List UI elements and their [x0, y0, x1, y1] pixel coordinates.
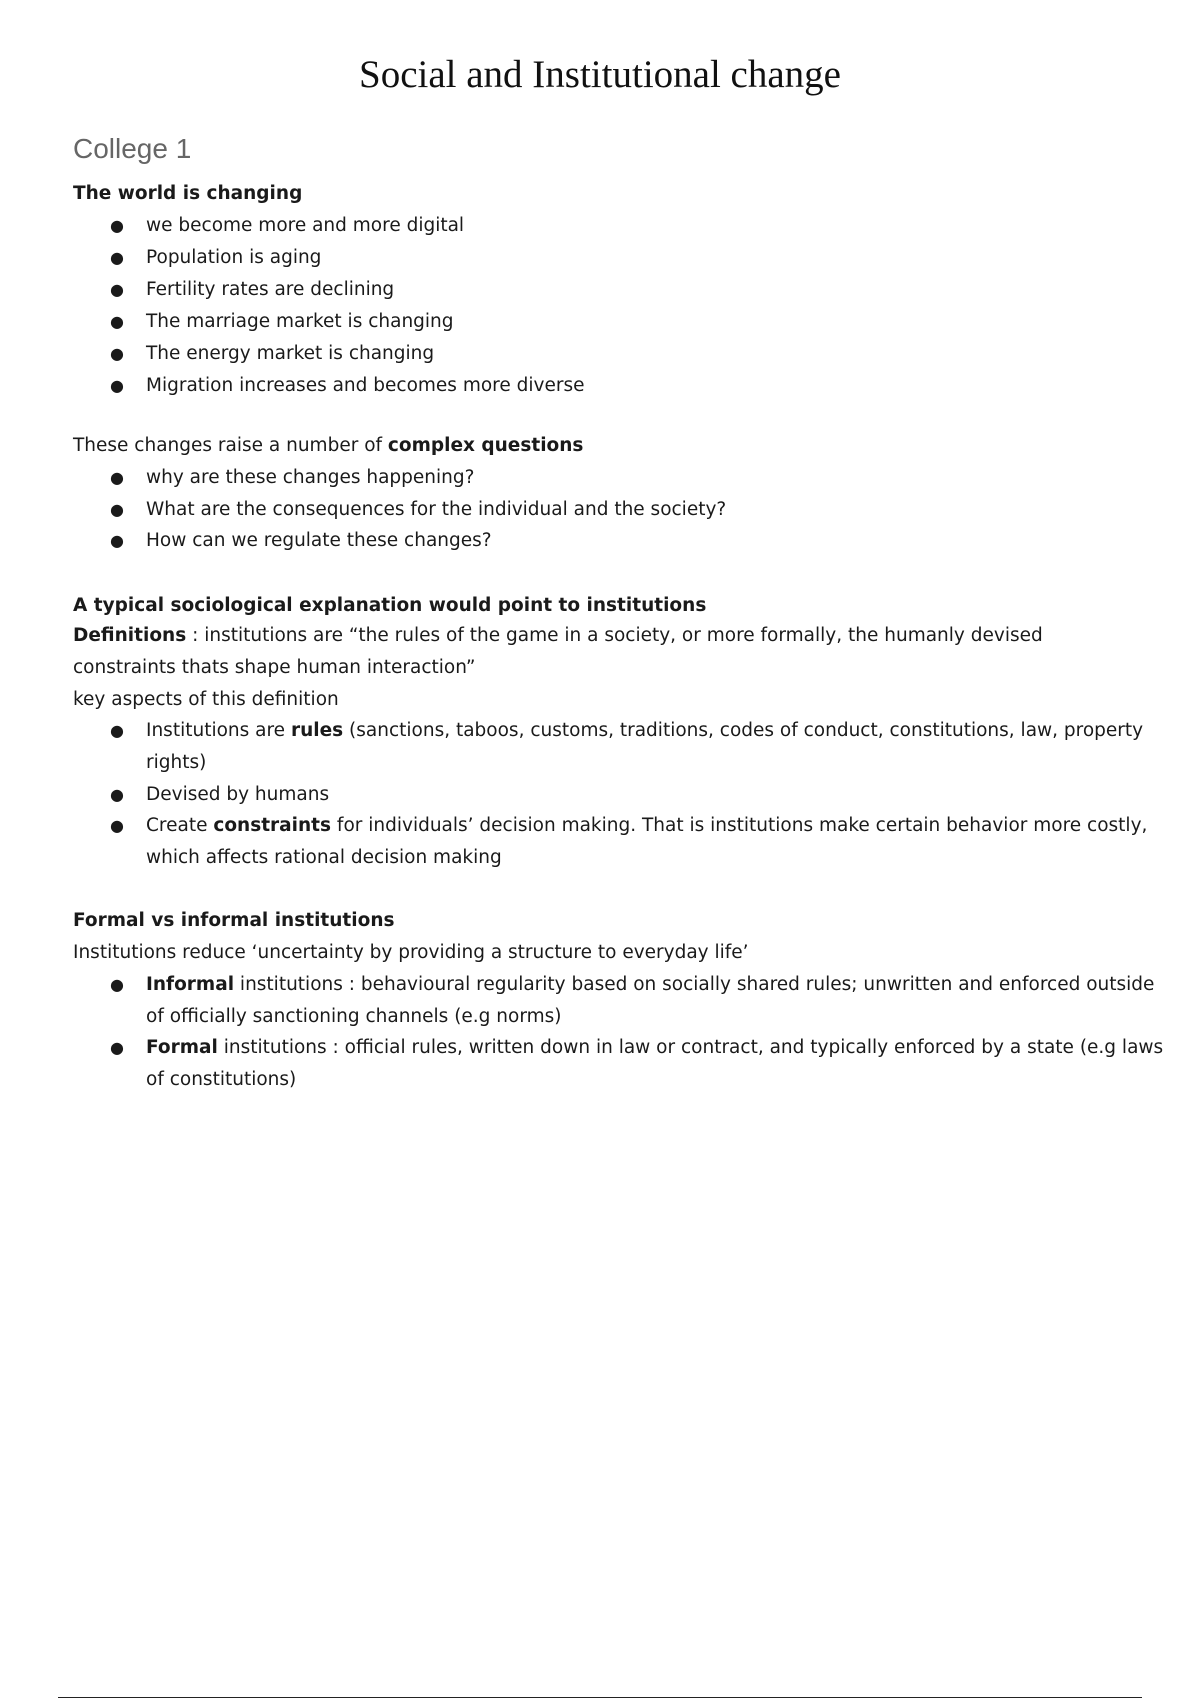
bullet-icon: ● — [110, 816, 124, 835]
list-item — [110, 779, 330, 811]
list-item — [110, 525, 492, 557]
bullet-icon: ● — [110, 216, 124, 235]
bullet-icon: ● — [110, 312, 124, 331]
document-title: Social and Institutional change — [359, 53, 841, 96]
bullet-icon: ● — [110, 500, 124, 519]
list-item-continuation: rights) — [146, 752, 207, 773]
paragraph-uncertainty: Institutions reduce ‘uncertainty by providing a structure to everyday life’ — [73, 942, 749, 963]
list-item-text: for individuals’ decision making. That is institutions make certain behavior more costly, — [331, 815, 1148, 836]
bold-text: constraints — [213, 815, 332, 836]
list-item-text: institutions : behavioural regularity based on socially shared rules; unwritten and enforced outside — [234, 974, 1155, 995]
list-item-text: What are the consequences for the individual and the society? — [146, 499, 727, 520]
list-item-text: (sanctions, taboos, customs, traditions, codes of conduct, constitutions, law, property — [343, 720, 1144, 741]
footer-divider — [58, 1697, 1142, 1698]
list-item-continuation: of officially sanctioning channels (e.g norms) — [146, 1006, 562, 1027]
list-item — [110, 810, 1148, 842]
list-item-text: Devised by humans — [146, 784, 330, 805]
bullet-icon: ● — [110, 975, 124, 994]
paragraph-text: : institutions are “the rules of the game in a society, or more formally, the humanly devised — [186, 625, 1043, 646]
bullet-icon: ● — [110, 785, 124, 804]
bullet-icon: ● — [110, 376, 124, 395]
list-item — [110, 274, 395, 306]
list-item — [110, 494, 727, 526]
bullet-icon: ● — [110, 344, 124, 363]
bold-text: rules — [290, 720, 344, 741]
subheading-sociological-explanation: A typical sociological explanation would point to institutions — [73, 595, 707, 616]
list-item-continuation: which affects rational decision making — [146, 847, 502, 868]
list-item — [110, 210, 465, 242]
bullet-icon: ● — [110, 248, 124, 267]
subheading-formal-informal: Formal vs informal institutions — [73, 910, 395, 931]
list-item-text: we become more and more digital — [146, 215, 465, 236]
list-item — [110, 338, 435, 370]
bullet-icon: ● — [110, 531, 124, 550]
list-item-text: Population is aging — [146, 247, 322, 268]
bullet-icon: ● — [110, 721, 124, 740]
list-item — [110, 462, 475, 494]
list-item-text: Create — [146, 815, 214, 836]
list-item-text: why are these changes happening? — [146, 467, 475, 488]
paragraph-text: These changes raise a number of — [73, 435, 388, 456]
list-item — [110, 242, 322, 274]
list-item-text: Fertility rates are declining — [146, 279, 395, 300]
list-item — [110, 370, 585, 402]
list-item — [110, 715, 1144, 747]
subheading-world-changing: The world is changing — [73, 183, 303, 204]
bold-text: Informal — [146, 974, 235, 995]
bold-text: Formal — [146, 1037, 218, 1058]
bullet-icon: ● — [110, 1038, 124, 1057]
key-aspects-line: key aspects of this definition — [73, 689, 339, 710]
list-item-text: institutions : official rules, written down in law or contract, and typically enforced by a state (e.g laws — [217, 1037, 1164, 1058]
list-item-text: The energy market is changing — [146, 343, 435, 364]
list-item-text: Migration increases and becomes more diverse — [146, 375, 585, 396]
list-item — [110, 1032, 1164, 1064]
list-item-text: How can we regulate these changes? — [146, 530, 492, 551]
list-item-text: Institutions are — [146, 720, 291, 741]
paragraph-complex-questions — [73, 430, 583, 462]
list-item-continuation: of constitutions) — [146, 1069, 297, 1090]
definition-paragraph — [73, 620, 1043, 652]
bold-text: Definitions — [73, 625, 187, 646]
list-item-text: The marriage market is changing — [146, 311, 454, 332]
list-item — [110, 969, 1155, 1001]
definition-continuation: constraints thats shape human interaction” — [73, 657, 476, 678]
bullet-icon: ● — [110, 280, 124, 299]
section-heading: College 1 — [73, 133, 192, 164]
bold-text: complex questions — [387, 435, 584, 456]
list-item — [110, 306, 454, 338]
bullet-icon: ● — [110, 468, 124, 487]
